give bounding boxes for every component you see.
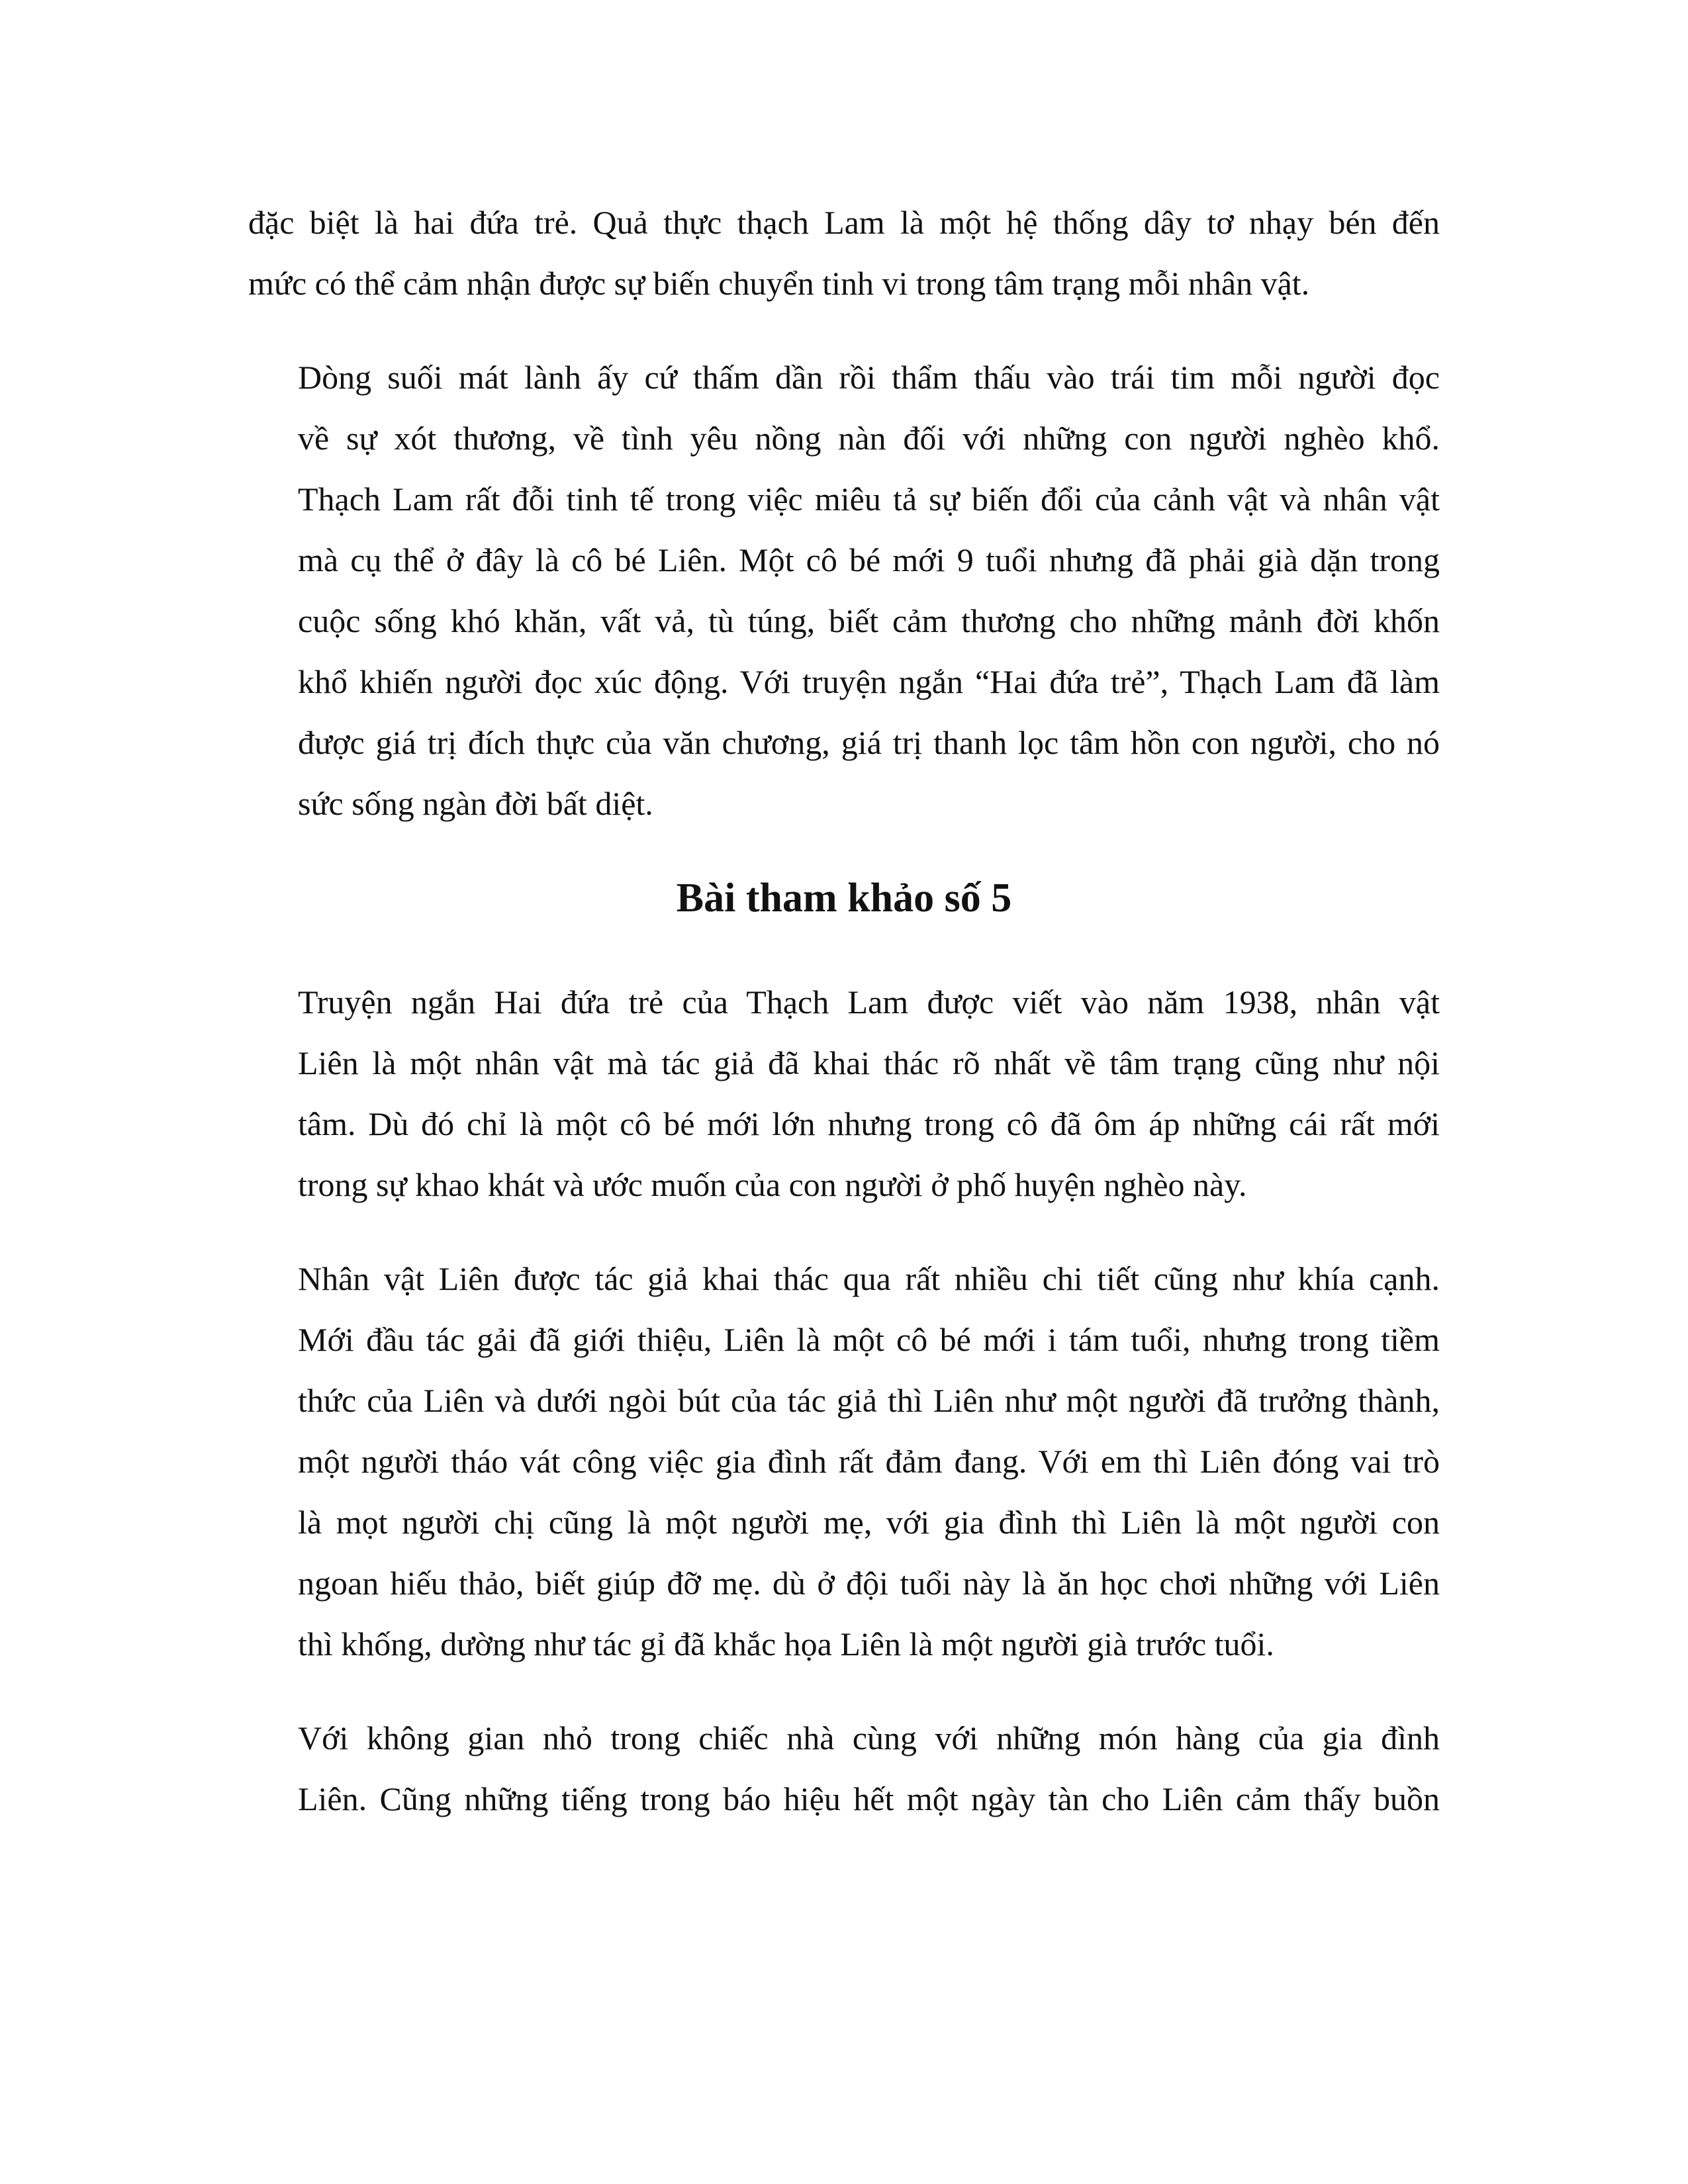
text-line: đặc biệt là hai đứa trẻ. Quả thực thạch Lam là một hệ thống dây tơ nhạy bén đến xyxy=(248,204,1440,241)
text-line: trong sự khao khát và ước muốn của con người ở phố huyện nghèo này. xyxy=(298,1166,1247,1203)
text-line: Liên là một nhân vật mà tác giả đã khai thác rõ nhất về tâm trạng cũng như nội xyxy=(298,1044,1440,1081)
text-line: Thạch Lam rất đỗi tinh tế trong việc miêu tả sự biến đổi của cảnh vật và nhân vật xyxy=(298,480,1440,518)
text-line: Nhân vật Liên được tác giả khai thác qua rất nhiều chi tiết cũng như khía cạnh. xyxy=(298,1260,1440,1297)
text-line: Truyện ngắn Hai đứa trẻ của Thạch Lam được viết vào năm 1938, nhân vật xyxy=(298,983,1440,1021)
text-line: Liên. Cũng những tiếng trong báo hiệu hết một ngày tàn cho Liên cảm thấy buồn xyxy=(298,1780,1440,1817)
text-line: về sự xót thương, về tình yêu nồng nàn đối với những con người nghèo khổ. xyxy=(298,420,1440,457)
paragraph-3 xyxy=(248,972,1440,1215)
text-line: Dòng suối mát lành ấy cứ thấm dần rồi thẩm thấu vào trái tim mỗi người đọc xyxy=(298,359,1440,396)
text-line: sức sống ngàn đời bất diệt. xyxy=(298,785,653,822)
document-content xyxy=(248,192,1440,1862)
text-line: một người tháo vát công việc gia đình rất đảm đang. Với em thì Liên đóng vai trò xyxy=(298,1443,1440,1480)
text-line: thì khống, dường như tác gỉ đã khắc họa Liên là một người già trước tuổi. xyxy=(298,1625,1274,1662)
text-line: Mới đầu tác gải đã giới thiệu, Liên là một cô bé mới i tám tuổi, nhưng trong tiềm xyxy=(298,1321,1440,1358)
text-line: mức có thể cảm nhận được sự biến chuyển tinh vi trong tâm trạng mỗi nhân vật. xyxy=(248,265,1310,302)
text-line: mà cụ thể ở đây là cô bé Liên. Một cô bé mới 9 tuổi nhưng đã phải già dặn trong xyxy=(298,541,1440,578)
paragraph-5 xyxy=(248,1707,1440,1829)
paragraph-2 xyxy=(248,347,1440,834)
text-line: là mọt người chị cũng là một người mẹ, với gia đình thì Liên là một người con xyxy=(298,1504,1440,1541)
text-line: ngoan hiếu thảo, biết giúp đỡ mẹ. dù ở đội tuổi này là ăn học chơi những với Liên xyxy=(298,1565,1440,1602)
text-line: tâm. Dù đó chỉ là một cô bé mới lớn nhưng trong cô đã ôm áp những cái rất mới xyxy=(298,1105,1440,1142)
text-line: được giá trị đích thực của văn chương, giá trị thanh lọc tâm hồn con người, cho nó xyxy=(298,724,1440,761)
paragraph-4 xyxy=(248,1248,1440,1674)
text-line: cuộc sống khó khăn, vất vả, tù túng, biết cảm thương cho những mảnh đời khốn xyxy=(298,602,1440,639)
section-heading: Bài tham khảo số 5 xyxy=(676,876,1012,921)
text-line: khổ khiến người đọc xúc động. Với truyện ngắn “Hai đứa trẻ”, Thạch Lam đã làm xyxy=(298,663,1440,700)
text-line: Với không gian nhỏ trong chiếc nhà cùng với những món hàng của gia đình xyxy=(298,1719,1440,1756)
paragraph-1 xyxy=(248,192,1440,314)
text-line: thức của Liên và dưới ngòi bút của tác giả thì Liên như một người đã trưởng thành, xyxy=(298,1382,1440,1419)
